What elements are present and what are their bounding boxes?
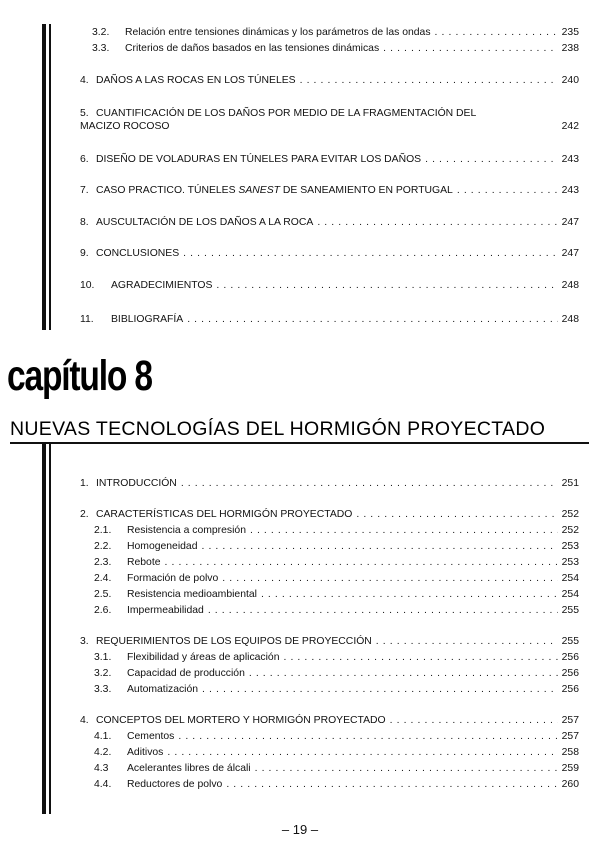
leader-dots <box>435 26 558 39</box>
toc-entry-title: Rebote <box>127 557 161 568</box>
chapter-title: NUEVAS TECNOLOGÍAS DEL HORMIGÓN PROYECTADO <box>10 418 546 440</box>
toc-entry[interactable] <box>80 279 579 292</box>
toc-entry-title: Aditivos <box>127 747 164 758</box>
leader-dots <box>317 216 557 229</box>
toc-entry-number: 4.4. <box>94 779 112 790</box>
leader-dots <box>173 120 557 133</box>
toc-entry-number: 9. <box>80 248 89 259</box>
toc-entry-number: 3. <box>80 636 89 647</box>
toc-entry-title: Acelerantes libres de álcali <box>127 763 251 774</box>
leader-dots <box>201 540 557 553</box>
toc-entry[interactable] <box>80 635 579 648</box>
toc-entry-title: Homogeneidad <box>127 541 198 552</box>
toc-entry-title: Reductores de polvo <box>127 779 223 790</box>
toc-entry[interactable] <box>80 477 579 490</box>
toc-entry[interactable] <box>94 556 579 569</box>
toc-entry-title: DAÑOS A LAS ROCAS EN LOS TÚNELES <box>96 75 296 86</box>
leader-dots <box>181 477 558 490</box>
toc-entry-page: 247 <box>561 217 579 228</box>
toc-entry-number: 2.5. <box>94 589 112 600</box>
leader-dots <box>383 42 558 55</box>
toc-entry[interactable] <box>94 683 579 696</box>
toc-entry-title-line2: MACIZO ROCOSO <box>80 121 170 132</box>
toc-entry[interactable] <box>94 572 579 585</box>
toc-entry-number: 3.1. <box>94 652 112 663</box>
leader-dots <box>208 604 558 617</box>
toc-entry-title: Resistencia a compresión <box>127 525 246 536</box>
leader-dots <box>261 588 558 601</box>
toc-entry-page: 254 <box>561 573 579 584</box>
toc-entry-number: 8. <box>80 217 89 228</box>
leader-dots <box>356 508 557 521</box>
toc-entry-page: 247 <box>561 248 579 259</box>
toc-entry-number: 4.3 <box>94 763 109 774</box>
toc-entry-number: 2.1. <box>94 525 112 536</box>
toc-entry-title: Relación entre tensiones dinámicas y los parámetros de las ondas <box>125 27 431 38</box>
toc-entry[interactable] <box>92 26 579 39</box>
toc-entry[interactable] <box>80 184 579 197</box>
toc-entry-number: 4.2. <box>94 747 112 758</box>
toc-entry[interactable] <box>92 42 579 55</box>
leader-dots <box>165 556 558 569</box>
left-margin-bar-bottom-thin <box>49 444 51 814</box>
toc-entry[interactable] <box>94 730 579 743</box>
toc-entry-page: 259 <box>561 763 579 774</box>
page-number: – 19 – <box>281 822 319 837</box>
toc-entry-number: 1. <box>80 478 89 489</box>
toc-entry-page: 242 <box>561 121 579 132</box>
toc-entry-page: 257 <box>561 715 579 726</box>
toc-entry[interactable] <box>94 651 579 664</box>
toc-entry-page: 258 <box>561 747 579 758</box>
toc-entry-title: Formación de polvo <box>127 573 219 584</box>
toc-entry-page: 260 <box>561 779 579 790</box>
toc-entry-number: 7. <box>80 185 89 196</box>
toc-entry-title: INTRODUCCIÓN <box>96 478 177 489</box>
leader-dots <box>249 667 558 680</box>
toc-entry-page: 253 <box>561 557 579 568</box>
leader-dots <box>167 746 557 759</box>
toc-entry-page: 256 <box>561 684 579 695</box>
title-part: DE SANEAMIENTO EN PORTUGAL <box>280 185 453 196</box>
toc-entry-page: 256 <box>561 652 579 663</box>
toc-entry[interactable] <box>94 667 579 680</box>
toc-entry-page: 256 <box>561 668 579 679</box>
toc-entry-page: 255 <box>561 636 579 647</box>
leader-dots <box>255 762 558 775</box>
toc-entry[interactable] <box>80 74 579 87</box>
toc-entry-title: Criterios de daños basados en las tensiones dinámicas <box>125 43 380 54</box>
leader-dots <box>250 524 558 537</box>
toc-entry-title: AUSCULTACIÓN DE LOS DAÑOS A LA ROCA <box>96 217 314 228</box>
left-margin-bar-top-thin <box>49 24 51 330</box>
toc-entry-number: 2.4. <box>94 573 112 584</box>
toc-entry[interactable] <box>94 778 579 791</box>
chapter-label: capítulo 8 <box>7 352 152 400</box>
toc-entry-page: 254 <box>561 589 579 600</box>
toc-entry-number: 2.3. <box>94 557 112 568</box>
toc-entry-number: 10. <box>80 280 95 291</box>
toc-entry-page: 251 <box>561 478 579 489</box>
toc-entry-title: BIBLIOGRAFÍA <box>111 314 184 325</box>
toc-entry-number: 6. <box>80 154 89 165</box>
toc-entry-page: 252 <box>561 525 579 536</box>
chapter-title-underline <box>10 442 589 444</box>
title-part: CASO PRACTICO. TÚNELES <box>96 185 239 196</box>
toc-entry-page: 238 <box>561 43 579 54</box>
toc-entry-title: CONCEPTOS DEL MORTERO Y HORMIGÓN PROYECTADO <box>96 715 386 726</box>
toc-entry-number: 4. <box>80 715 89 726</box>
toc-entry-page: 235 <box>561 27 579 38</box>
toc-entry-number: 2. <box>80 509 89 520</box>
toc-entry-title: Cementos <box>127 731 175 742</box>
toc-entry-title: Resistencia medioambiental <box>127 589 257 600</box>
toc-entry-number: 2.2. <box>94 541 112 552</box>
toc-entry-title: Flexibilidad y áreas de aplicación <box>127 652 280 663</box>
toc-entry-page: 252 <box>561 509 579 520</box>
toc-entry-title: REQUERIMIENTOS DE LOS EQUIPOS DE PROYECCIÓN <box>96 636 372 647</box>
leader-dots <box>283 651 557 664</box>
toc-entry-title-line1: CUANTIFICACIÓN DE LOS DAÑOS POR MEDIO DE LA FRAGMENTACIÓN DEL <box>96 108 477 119</box>
toc-entry-page: 253 <box>561 541 579 552</box>
toc-entry-page: 240 <box>561 75 579 86</box>
toc-entry-title: Impermeabilidad <box>127 605 204 616</box>
toc-entry-number: 4.1. <box>94 731 112 742</box>
toc-entry-title <box>96 184 453 197</box>
leader-dots <box>222 572 557 585</box>
toc-entry-number: 5. <box>80 108 89 119</box>
toc-entry-page: 243 <box>561 185 579 196</box>
toc-entry[interactable] <box>94 540 579 553</box>
left-margin-bar-top <box>42 24 46 330</box>
toc-entry-number: 2.6. <box>94 605 112 616</box>
toc-entry-number: 4. <box>80 75 89 86</box>
leader-dots <box>226 778 557 791</box>
leader-dots <box>183 247 558 260</box>
toc-entry[interactable] <box>94 524 579 537</box>
leader-dots <box>457 184 558 197</box>
toc-entry-number: 3.3. <box>92 43 110 54</box>
leader-dots <box>178 730 557 743</box>
toc-entry-page: 257 <box>561 731 579 742</box>
toc-entry[interactable] <box>80 247 579 260</box>
toc-entry-number: 11. <box>80 314 94 325</box>
toc-entry[interactable] <box>80 153 579 166</box>
toc-entry-number: 3.3. <box>94 684 112 695</box>
toc-entry-title: AGRADECIMIENTOS <box>111 280 213 291</box>
toc-entry-page: 248 <box>561 280 579 291</box>
toc-entry-title: CONCLUSIONES <box>96 248 180 259</box>
leader-dots <box>376 635 558 648</box>
toc-entry-number: 3.2. <box>94 668 112 679</box>
toc-entry-page: 243 <box>561 154 579 165</box>
leader-dots <box>425 153 558 166</box>
title-emphasis: SANEST <box>238 185 280 196</box>
toc-entry[interactable] <box>94 604 579 617</box>
leader-dots <box>390 714 558 727</box>
toc-entry-title: Capacidad de producción <box>127 668 245 679</box>
toc-entry[interactable] <box>80 216 579 229</box>
leader-dots <box>187 313 557 326</box>
leader-dots <box>300 74 558 87</box>
left-margin-bar-bottom <box>42 444 46 814</box>
toc-entry[interactable] <box>80 508 579 521</box>
toc-entry-title: DISEÑO DE VOLADURAS EN TÚNELES PARA EVITAR LOS DAÑOS <box>96 154 422 165</box>
toc-entry[interactable] <box>94 588 579 601</box>
toc-entry[interactable] <box>80 107 579 133</box>
leader-dots <box>202 683 558 696</box>
toc-entry-page: 255 <box>561 605 579 616</box>
toc-entry-page: 248 <box>561 314 579 325</box>
toc-entry[interactable] <box>80 714 579 727</box>
toc-entry-title: CARACTERÍSTICAS DEL HORMIGÓN PROYECTADO <box>96 509 353 520</box>
toc-entry[interactable] <box>94 746 579 759</box>
leader-dots <box>216 279 557 292</box>
toc-entry[interactable] <box>94 762 579 775</box>
toc-entry[interactable] <box>80 313 579 326</box>
toc-entry-title: Automatización <box>127 684 199 695</box>
toc-entry-number: 3.2. <box>92 27 110 38</box>
